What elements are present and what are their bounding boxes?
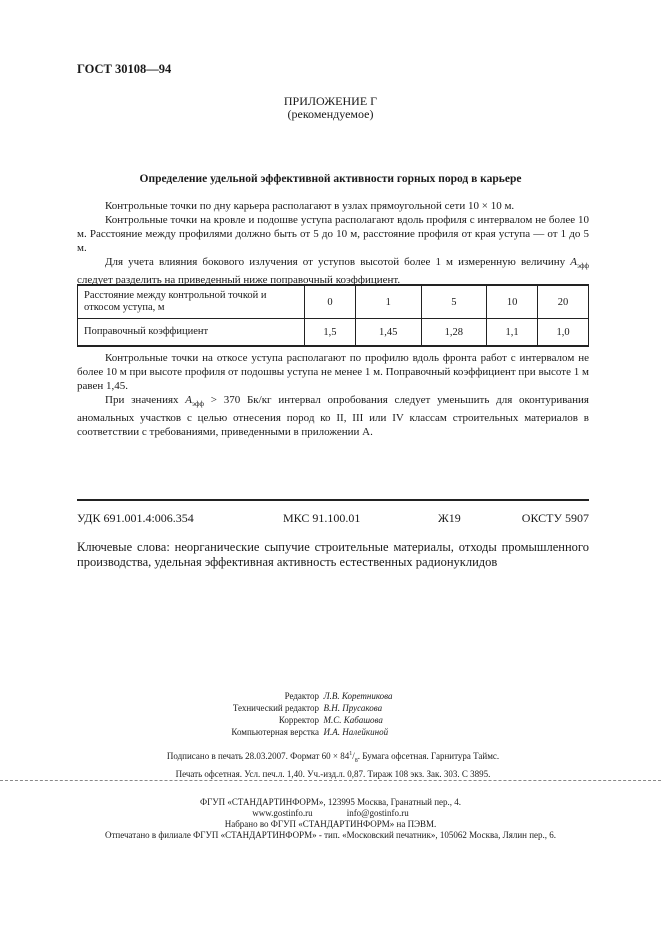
- table-cell: 0: [305, 285, 356, 319]
- table-row: [78, 319, 589, 347]
- table-cell: 1: [355, 285, 421, 319]
- section-title: Определение удельной эффективной активности горных пород в карьере: [139, 173, 522, 185]
- appendix-heading: [0, 95, 661, 121]
- paragraph: Контрольные точки по дну карьера располагают в узлах прямоугольной сети 10 × 10 м.: [105, 200, 515, 212]
- fraction-denominator: 8: [354, 757, 358, 764]
- symbol-subscript: эфф: [192, 400, 205, 409]
- table-cell: 10: [487, 285, 538, 319]
- fraction-numerator: 1: [349, 751, 353, 757]
- credit-name: М.С. Кабашова: [323, 715, 383, 725]
- row-label: Поправочный коэффициент: [78, 319, 305, 347]
- imprint: [77, 748, 589, 781]
- table-row: [78, 285, 589, 319]
- symbol-subscript: эфф: [577, 262, 589, 271]
- correction-table: [77, 284, 589, 347]
- credit-line: [175, 714, 393, 726]
- appendix-subtitle: (рекомендуемое): [287, 107, 374, 121]
- credit-name: В.Н. Прусакова: [323, 703, 383, 713]
- credits: [175, 690, 393, 738]
- table-cell: 20: [538, 285, 589, 319]
- text-run: > 370 Бк/кг интервал опробования следует уменьшить для оконтуривания аномальных участков с целью отнесения пород ко II, III или IV классам строительных материалов в соответствии с требованиями, приведенными в приложении А.: [77, 394, 589, 439]
- text-run: Подписано в печать 28.03.2007. Формат 60 × 84: [166, 751, 350, 761]
- credit-name: Л.В. Коретникова: [323, 691, 393, 701]
- table-cell: 1,45: [355, 319, 421, 347]
- footer-contacts: [0, 808, 661, 819]
- text-run: . Бумага офсетная. Гарнитура Таймс.: [357, 751, 500, 761]
- keywords-text: Ключевые слова: неорганические сыпучие строительные материалы, отходы промышленного производства, удельная эффективная активность естественных радионуклидов: [77, 540, 589, 569]
- divider: [77, 499, 589, 501]
- publisher-footer: [0, 797, 661, 841]
- footer-line: Отпечатано в филиале ФГУП «СТАНДАРТИНФОРМ» - тип. «Московский печатник», 105062 Москва, Лялин пер., 6.: [104, 830, 557, 840]
- dashed-divider: [0, 780, 661, 781]
- email: info@gostinfo.ru: [346, 808, 409, 818]
- appendix-title: ПРИЛОЖЕНИЕ Г: [283, 94, 378, 108]
- intro-text: [77, 199, 589, 287]
- row-label: Расстояние между контрольной точкой и откосом уступа, м: [78, 285, 305, 319]
- table-cell: 5: [421, 285, 487, 319]
- credit-role: Компьютерная верстка: [231, 727, 319, 737]
- keywords: [77, 540, 589, 570]
- udk-code: УДК 691.001.4:006.354: [77, 511, 194, 525]
- credit-role: Редактор: [284, 691, 319, 701]
- credit-role: Корректор: [278, 715, 319, 725]
- credit-line: [175, 726, 393, 738]
- website: www.gostinfo.ru: [252, 808, 313, 818]
- paragraph: Контрольные точки на откосе уступа располагают по профилю вдоль фронта работ с интервалом не более 10 м при высоте профиля от подошвы уступа не менее 1 м. Поправочный коэффициент при высоте 1 м равен 1,45.: [77, 352, 589, 392]
- okstu-code: ОКСТУ 5907: [521, 511, 589, 525]
- credit-line: [175, 702, 393, 714]
- paragraph: [77, 255, 589, 287]
- table-cell: 1,28: [421, 319, 487, 347]
- paragraph: Контрольные точки на кровле и подошве уступа располагают вдоль профиля с интервалом не более 10 м. Расстояние между профилями должно быть от 5 до 10 м, расстояние профиля от края уступа — от 1 до 5 м.: [77, 214, 589, 254]
- footer-line: Набрано во ФГУП «СТАНДАРТИНФОРМ» на ПЭВМ.: [224, 819, 437, 829]
- footer-line: ФГУП «СТАНДАРТИНФОРМ», 123995 Москва, Гранатный пер., 4.: [199, 797, 462, 807]
- text-run: При значениях: [105, 394, 186, 406]
- table-cell: 1,0: [538, 319, 589, 347]
- group-code: Ж19: [438, 511, 461, 525]
- table-cell: 1,5: [305, 319, 356, 347]
- imprint-line: Подписано в печать 28.03.2007. Формат $60 \times 84^1/_8$. Бумага офсетная. Гарнитура Таймс.: [166, 751, 500, 764]
- after-table-text: [77, 351, 589, 439]
- paragraph: [77, 393, 589, 439]
- standard-number: ГОСТ 30108—94: [77, 62, 172, 76]
- credit-name: И.А. Налейкиной: [323, 727, 389, 737]
- credit-role: Технический редактор: [232, 703, 319, 713]
- credit-line: [175, 690, 393, 702]
- table-cell: 1,1: [487, 319, 538, 347]
- text-run: Для учета влияния бокового излучения от уступов высотой более 1 м измеренную величину: [105, 256, 571, 268]
- symbol-a: A: [570, 256, 577, 268]
- text-run: следует разделить на приведенный ниже поправочный коэффициент.: [77, 274, 401, 287]
- mks-code: МКС 91.100.01: [283, 511, 361, 525]
- symbol-a: A: [185, 394, 193, 406]
- imprint-line: Печать офсетная. Усл. печ.л. 1,40. Уч.-изд.л. 0,87. Тираж 108 экз. Зак. 303. С 3895.: [175, 768, 491, 779]
